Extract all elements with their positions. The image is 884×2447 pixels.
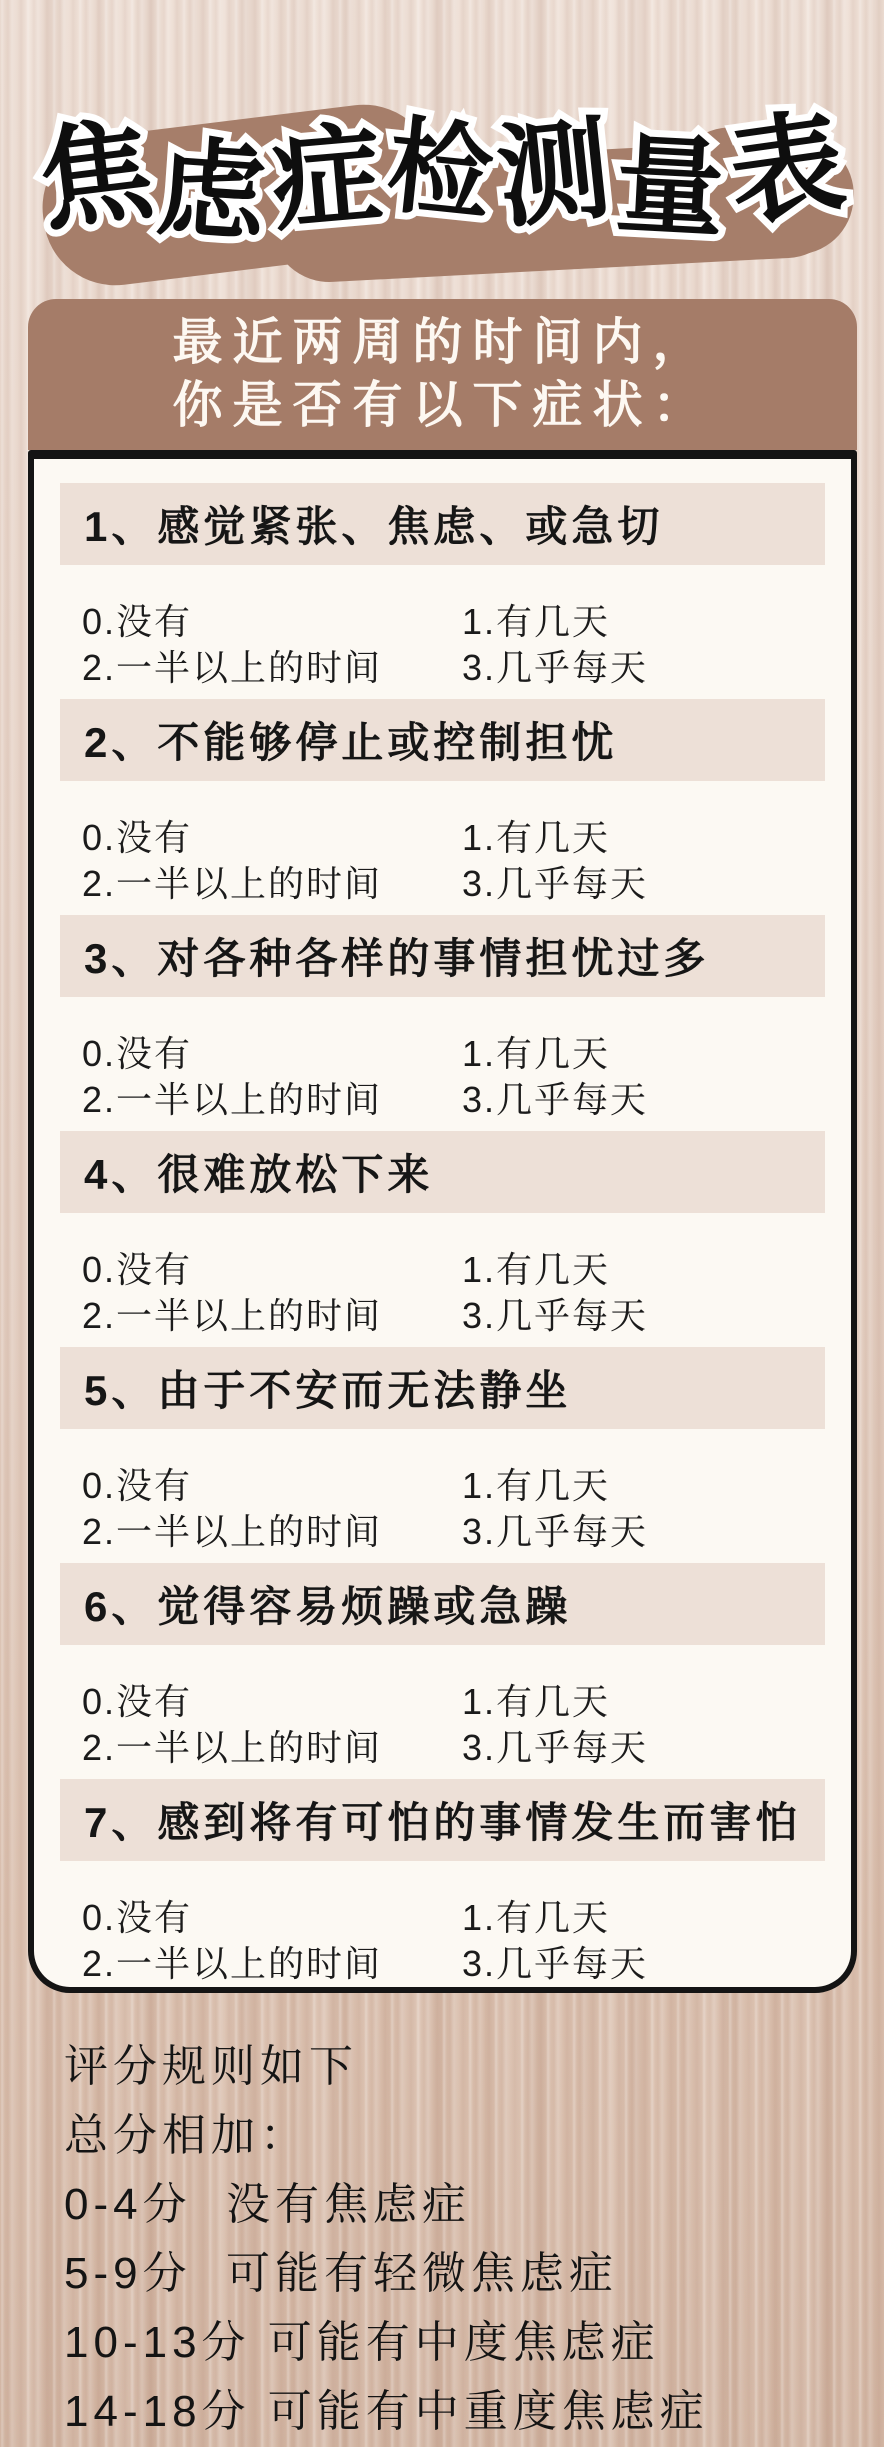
option-2: 2.一半以上的时间 bbox=[82, 1511, 383, 1552]
title-char: 测 测 bbox=[490, 89, 618, 260]
question-section-2 bbox=[60, 699, 825, 907]
option-2: 2.一半以上的时间 bbox=[82, 1295, 383, 1336]
title-char: 检 检 bbox=[380, 86, 500, 256]
option-3: 3.几乎每天 bbox=[462, 1943, 649, 1984]
scoring-rule-1: 5-9分 可能有轻微焦虑症 bbox=[64, 2249, 619, 2298]
question-label: 4、很难放松下来 bbox=[60, 1131, 825, 1213]
intro-line-1: 最近两周的时间内， bbox=[172, 313, 713, 370]
question-label: 6、觉得容易烦躁或急躁 bbox=[60, 1563, 825, 1645]
question-label: 2、不能够停止或控制担忧 bbox=[60, 699, 825, 781]
option-1: 1.有几天 bbox=[462, 1249, 611, 1290]
option-1: 1.有几天 bbox=[462, 601, 611, 642]
scoring-rule-2: 10-13分 可能有中度焦虑症 bbox=[64, 2318, 660, 2367]
question-label: 7、感到将有可怕的事情发生而害怕 bbox=[60, 1779, 825, 1861]
question-label: 5、由于不安而无法静坐 bbox=[60, 1347, 825, 1429]
option-3: 3.几乎每天 bbox=[462, 863, 649, 904]
option-3: 3.几乎每天 bbox=[462, 1727, 649, 1768]
option-2: 2.一半以上的时间 bbox=[82, 647, 383, 688]
questionnaire-card bbox=[28, 450, 857, 1993]
option-0: 0.没有 bbox=[82, 1465, 193, 1506]
question-options bbox=[60, 1247, 825, 1339]
title-char: 表 表 bbox=[719, 83, 854, 257]
question-options bbox=[60, 815, 825, 907]
option-2: 2.一半以上的时间 bbox=[82, 863, 383, 904]
option-3: 3.几乎每天 bbox=[462, 1295, 649, 1336]
option-1: 1.有几天 bbox=[462, 817, 611, 858]
scoring-subheading: 总分相加： bbox=[64, 2111, 309, 2160]
scoring-rule-3: 14-18分 可能有中重度焦虑症 bbox=[64, 2387, 709, 2436]
title-char: 症 症 bbox=[265, 95, 389, 264]
option-2: 2.一半以上的时间 bbox=[82, 1727, 383, 1768]
option-1: 1.有几天 bbox=[462, 1897, 611, 1938]
option-1: 1.有几天 bbox=[462, 1033, 611, 1074]
scoring-rules bbox=[64, 2032, 709, 2446]
question-section-7 bbox=[60, 1779, 825, 1987]
option-3: 3.几乎每天 bbox=[462, 1079, 649, 1120]
option-0: 0.没有 bbox=[82, 1033, 193, 1074]
title-char: 焦 焦 bbox=[31, 90, 162, 262]
question-section-1 bbox=[60, 483, 825, 691]
title-char: 虑 虑 bbox=[153, 107, 272, 274]
page-title bbox=[0, 92, 884, 279]
question-options bbox=[60, 1895, 825, 1987]
question-options bbox=[60, 599, 825, 691]
question-section-6 bbox=[60, 1563, 825, 1771]
intro-banner bbox=[28, 299, 857, 450]
option-1: 1.有几天 bbox=[462, 1681, 611, 1722]
question-label: 3、对各种各样的事情担忧过多 bbox=[60, 915, 825, 997]
option-3: 3.几乎每天 bbox=[462, 1511, 649, 1552]
option-0: 0.没有 bbox=[82, 1897, 193, 1938]
scoring-heading: 评分规则如下 bbox=[64, 2042, 358, 2091]
question-options bbox=[60, 1463, 825, 1555]
option-0: 0.没有 bbox=[82, 817, 193, 858]
question-label: 1、感觉紧张、焦虑、或急切 bbox=[60, 483, 825, 565]
option-2: 2.一半以上的时间 bbox=[82, 1943, 383, 1984]
title-area bbox=[0, 0, 884, 330]
option-1: 1.有几天 bbox=[462, 1465, 611, 1506]
title-char: 量 量 bbox=[612, 104, 728, 269]
option-2: 2.一半以上的时间 bbox=[82, 1079, 383, 1120]
scoring-rule-0: 0-4分 没有焦虑症 bbox=[64, 2180, 472, 2229]
option-0: 0.没有 bbox=[82, 1681, 193, 1722]
intro-line-2: 你是否有以下症状： bbox=[172, 376, 713, 433]
option-0: 0.没有 bbox=[82, 1249, 193, 1290]
question-options bbox=[60, 1679, 825, 1771]
question-section-4 bbox=[60, 1131, 825, 1339]
option-3: 3.几乎每天 bbox=[462, 647, 649, 688]
option-0: 0.没有 bbox=[82, 601, 193, 642]
question-options bbox=[60, 1031, 825, 1123]
question-section-5 bbox=[60, 1347, 825, 1555]
question-section-3 bbox=[60, 915, 825, 1123]
